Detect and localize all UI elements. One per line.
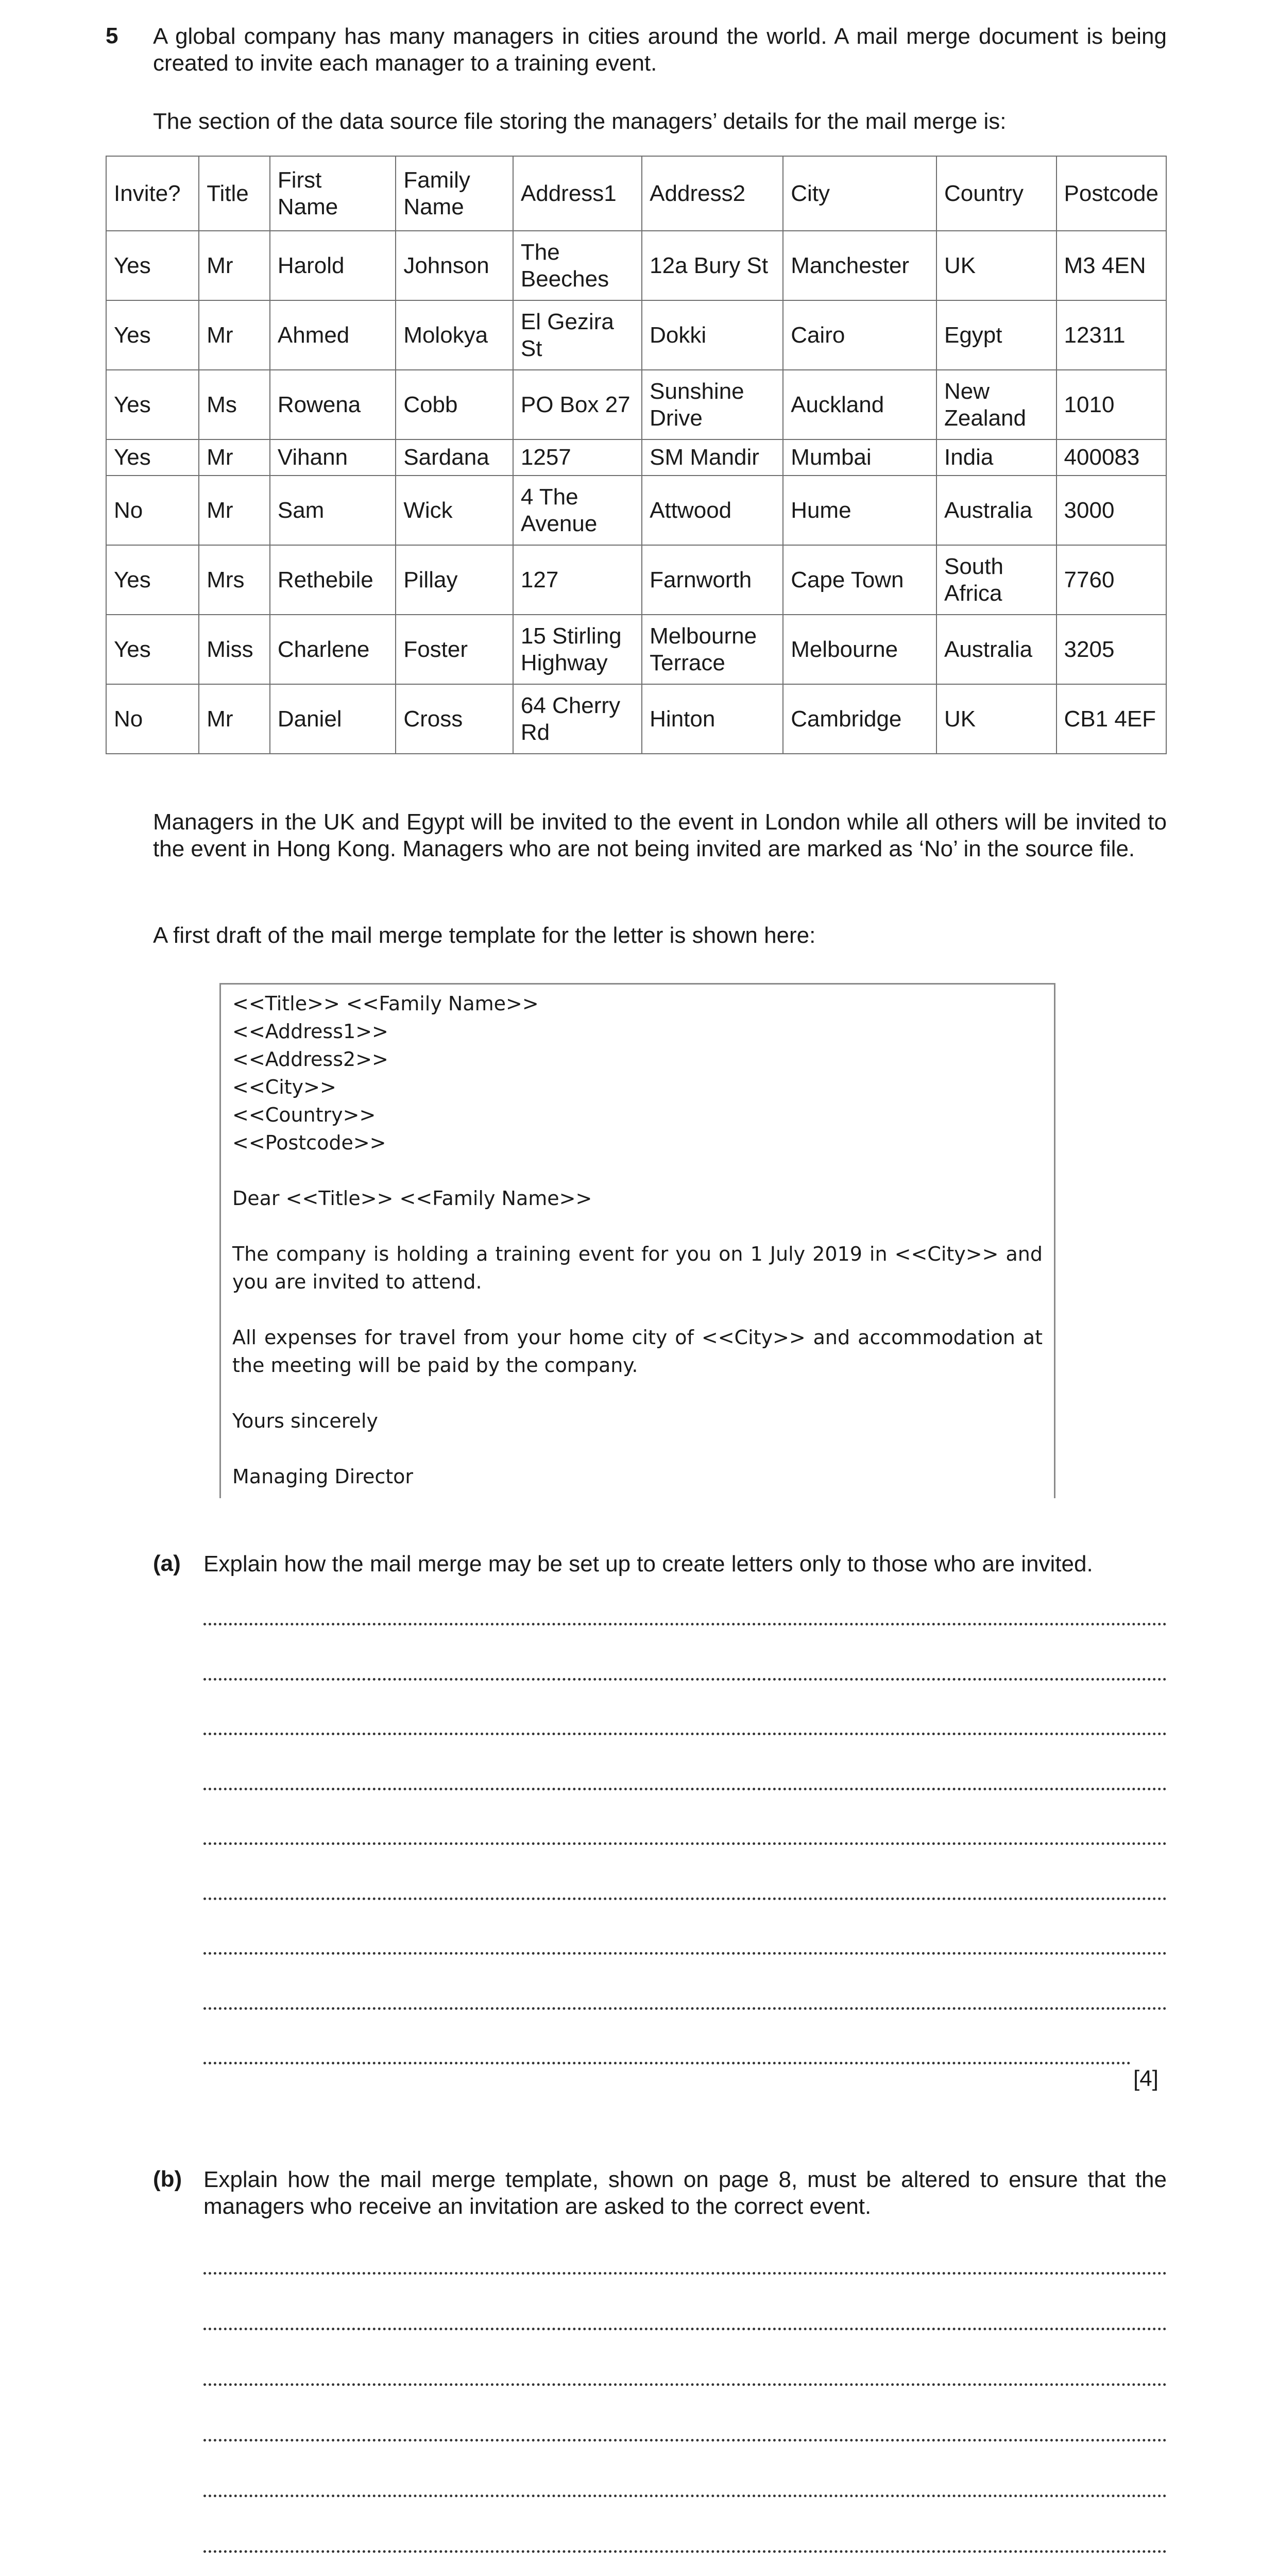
table-cell: Charlene xyxy=(270,615,396,684)
letter-closing: Yours sincerely xyxy=(232,1410,378,1432)
table-cell: Sunshine Drive xyxy=(642,370,783,439)
table-cell: India xyxy=(936,439,1057,476)
table-cell: Mr xyxy=(199,684,270,754)
table-cell: Yes xyxy=(106,231,199,300)
header-address1: Address1 xyxy=(513,156,642,231)
table-cell: Pillay xyxy=(396,545,513,615)
table-cell: Cambridge xyxy=(783,684,936,754)
part-b-label: (b) xyxy=(153,2166,182,2192)
table-row xyxy=(106,300,1166,370)
table-cell: 3000 xyxy=(1057,476,1166,545)
table-cell: Yes xyxy=(106,615,199,684)
table-cell: Mr xyxy=(199,231,270,300)
part-b-text: Explain how the mail merge template, shown on page 8, must be altered to ensure that the managers who receive an invitation are asked to the correct event. xyxy=(203,2167,1167,2219)
table-cell: Melbourne xyxy=(783,615,936,684)
info-text: Managers in the UK and Egypt will be invited to the event in London while all others will be invited to the event in Hong Kong. Managers who are not being invited are marked as ‘No’ in the source file. xyxy=(153,809,1167,861)
table-cell: Mr xyxy=(199,300,270,370)
table-cell: 64 Cherry Rd xyxy=(513,684,642,754)
table-cell: New Zealand xyxy=(936,370,1057,439)
answer-line[interactable] xyxy=(203,1984,1167,2010)
table-cell: Ms xyxy=(199,370,270,439)
table-cell: Miss xyxy=(199,615,270,684)
table-cell: 7760 xyxy=(1057,545,1166,615)
table-cell: Melbourne Terrace xyxy=(642,615,783,684)
table-cell: Yes xyxy=(106,439,199,476)
table-cell: Farnworth xyxy=(642,545,783,615)
table-cell: 12a Bury St xyxy=(642,231,783,300)
letter-address-line: <<Address2>> xyxy=(232,1048,388,1071)
table-cell: Mr xyxy=(199,476,270,545)
answer-line[interactable] xyxy=(203,1655,1167,1681)
table-cell: Hinton xyxy=(642,684,783,754)
letter-address-line: <<Postcode>> xyxy=(232,1131,386,1154)
table-cell: South Africa xyxy=(936,545,1057,615)
answer-line[interactable] xyxy=(203,1709,1167,1735)
table-cell: UK xyxy=(936,684,1057,754)
answer-line[interactable] xyxy=(203,2471,1167,2497)
part-a-label: (a) xyxy=(153,1551,181,1576)
table-cell: Ahmed xyxy=(270,300,396,370)
table-cell: Wick xyxy=(396,476,513,545)
table-cell: 12311 xyxy=(1057,300,1166,370)
header-postcode: Postcode xyxy=(1057,156,1166,231)
table-cell: Mumbai xyxy=(783,439,936,476)
table-cell: Australia xyxy=(936,476,1057,545)
table-cell: Cape Town xyxy=(783,545,936,615)
table-row xyxy=(106,370,1166,439)
table-cell: Mr xyxy=(199,439,270,476)
data-source-table xyxy=(106,156,1167,754)
header-invite: Invite? xyxy=(106,156,199,231)
answer-line[interactable] xyxy=(203,1765,1167,1790)
table-cell: Johnson xyxy=(396,231,513,300)
table-cell: Vihann xyxy=(270,439,396,476)
answer-line[interactable] xyxy=(203,2039,1131,2064)
table-cell: Mrs xyxy=(199,545,270,615)
table-cell: Yes xyxy=(106,545,199,615)
table-cell: The Beeches xyxy=(513,231,642,300)
header-country: Country xyxy=(936,156,1057,231)
letter-address-line: <<Address1>> xyxy=(232,1020,388,1043)
table-cell: No xyxy=(106,476,199,545)
header-first-name: First Name xyxy=(270,156,396,231)
table-row xyxy=(106,545,1166,615)
table-cell: Cross xyxy=(396,684,513,754)
table-cell: M3 4EN xyxy=(1057,231,1166,300)
table-cell: 1010 xyxy=(1057,370,1166,439)
letter-paragraph-2: All expenses for travel from your home city of <<City>> and accommodation at the meeting will be paid by the company. xyxy=(232,1326,1043,1377)
part-a-text: Explain how the mail merge may be set up to create letters only to those who are invited. xyxy=(203,1551,1093,1577)
table-cell: Yes xyxy=(106,370,199,439)
table-cell: 1257 xyxy=(513,439,642,476)
table-cell: Sardana xyxy=(396,439,513,476)
answer-line[interactable] xyxy=(203,1600,1167,1625)
table-row xyxy=(106,684,1166,754)
table-row xyxy=(106,615,1166,684)
table-cell: Attwood xyxy=(642,476,783,545)
question-intro: A global company has many managers in cities around the world. A mail merge document is being created to invite each manager to a training event. xyxy=(153,24,1167,76)
section-text: The section of the data source file storing the managers’ details for the mail merge is: xyxy=(153,109,1007,134)
part-a-marks: [4] xyxy=(1133,2066,1158,2091)
table-header-row xyxy=(106,156,1166,231)
table-cell: Cairo xyxy=(783,300,936,370)
letter-salutation: Dear <<Title>> <<Family Name>> xyxy=(232,1187,592,1210)
answer-line[interactable] xyxy=(203,2360,1167,2386)
answer-line[interactable] xyxy=(203,2249,1167,2275)
table-cell: CB1 4EF xyxy=(1057,684,1166,754)
table-cell: Daniel xyxy=(270,684,396,754)
draft-text: A first draft of the mail merge template for the letter is shown here: xyxy=(153,923,816,948)
table-row xyxy=(106,231,1166,300)
table-cell: UK xyxy=(936,231,1057,300)
answer-line[interactable] xyxy=(203,2527,1167,2553)
table-cell: Sam xyxy=(270,476,396,545)
letter-address-line: <<Country>> xyxy=(232,1104,376,1126)
table-cell: El Gezira St xyxy=(513,300,642,370)
table-cell: Rowena xyxy=(270,370,396,439)
table-cell: No xyxy=(106,684,199,754)
table-cell: 127 xyxy=(513,545,642,615)
table-cell: Cobb xyxy=(396,370,513,439)
answer-line[interactable] xyxy=(203,2304,1167,2330)
letter-address-line: <<Title>> <<Family Name>> xyxy=(232,992,539,1015)
answer-line[interactable] xyxy=(203,1929,1167,1955)
header-address2: Address2 xyxy=(642,156,783,231)
table-cell: 4 The Avenue xyxy=(513,476,642,545)
table-cell: Rethebile xyxy=(270,545,396,615)
table-cell: Auckland xyxy=(783,370,936,439)
table-cell: Molokya xyxy=(396,300,513,370)
table-cell: PO Box 27 xyxy=(513,370,642,439)
table-cell: Egypt xyxy=(936,300,1057,370)
table-cell: Foster xyxy=(396,615,513,684)
header-city: City xyxy=(783,156,936,231)
table-cell: Australia xyxy=(936,615,1057,684)
mail-merge-template xyxy=(219,983,1055,1498)
table-cell: Harold xyxy=(270,231,396,300)
letter-address-line: <<City>> xyxy=(232,1076,336,1098)
table-cell: 15 Stirling Highway xyxy=(513,615,642,684)
table-cell: Manchester xyxy=(783,231,936,300)
letter-signature: Managing Director xyxy=(232,1465,414,1488)
question-number: 5 xyxy=(106,23,118,48)
answer-line[interactable] xyxy=(203,1874,1167,1900)
header-title: Title xyxy=(199,156,270,231)
table-row xyxy=(106,476,1166,545)
table-cell: Yes xyxy=(106,300,199,370)
table-row xyxy=(106,439,1166,476)
answer-line[interactable] xyxy=(203,2416,1167,2442)
letter-paragraph-1: The company is holding a training event for you on 1 July 2019 in <<City>> and you are invited to attend. xyxy=(232,1243,1043,1293)
table-cell: 400083 xyxy=(1057,439,1166,476)
table-cell: 3205 xyxy=(1057,615,1166,684)
header-family-name: Family Name xyxy=(396,156,513,231)
table-cell: Hume xyxy=(783,476,936,545)
answer-line[interactable] xyxy=(203,1819,1167,1845)
table-cell: SM Mandir xyxy=(642,439,783,476)
table-cell: Dokki xyxy=(642,300,783,370)
